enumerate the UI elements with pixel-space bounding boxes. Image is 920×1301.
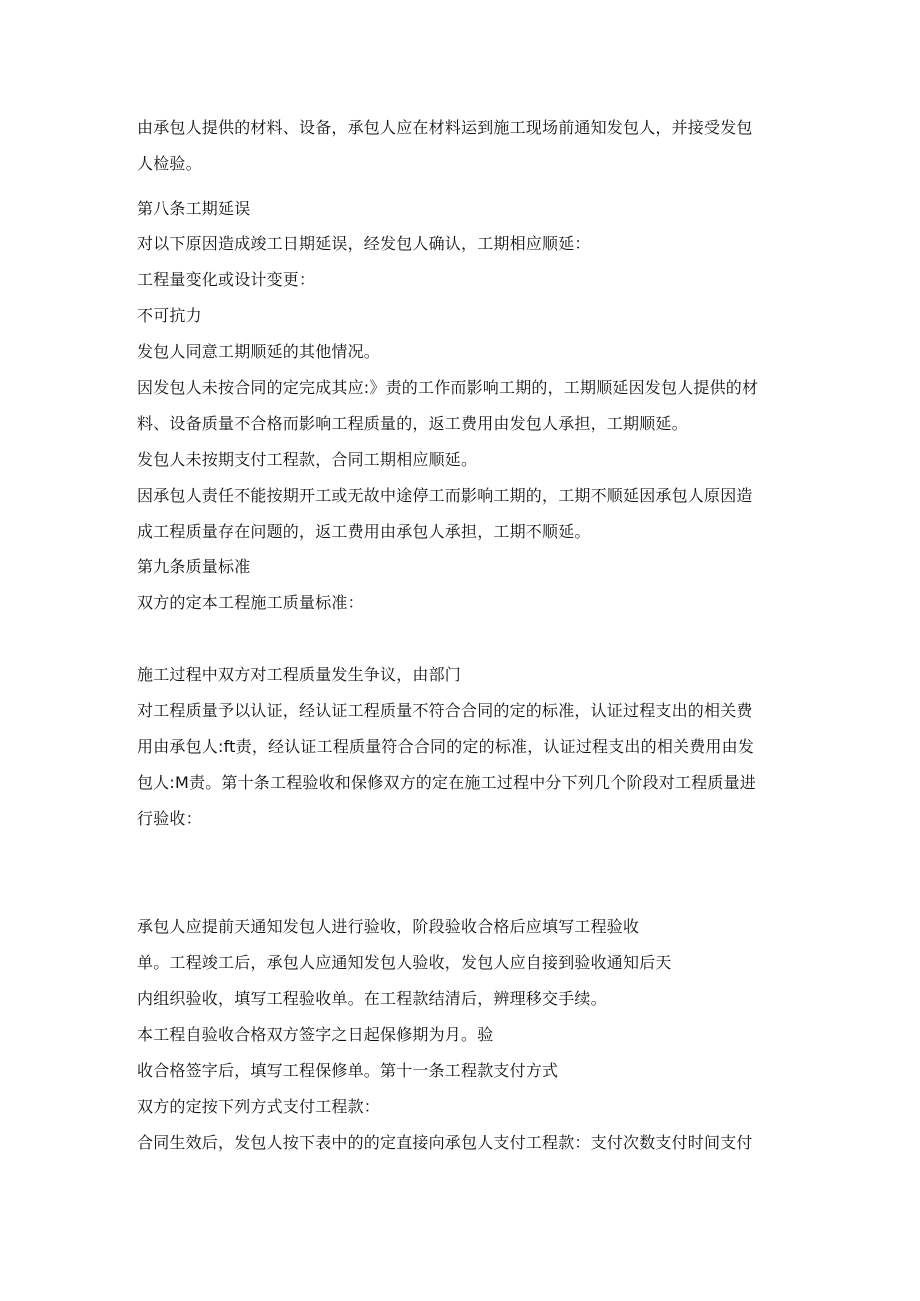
text-line: 工程量变化或设计变更： bbox=[137, 270, 316, 289]
section-heading: 第九条质量标准 bbox=[137, 557, 251, 576]
text-line: 料、设备质量不合格而影响工程质量的，返工费用由发包人承担，工期顺延。 bbox=[137, 414, 688, 433]
text-line: 对以下原因造成竣工日期延误，经发包人确认，工期相应顺延： bbox=[137, 234, 591, 253]
text-line: 本工程自验收合格双方签字之日起保修期为月。验 bbox=[137, 1025, 494, 1044]
text-line: 发包人未按期支付工程款，合同工期相应顺延。 bbox=[137, 450, 478, 469]
text-line: 成工程质量存在问题的，返工费用由承包人承担，工期不顺延。 bbox=[137, 522, 591, 541]
text-line: 不可抗力 bbox=[137, 306, 202, 325]
text-line: 双方的定按下列方式支付工程款： bbox=[137, 1097, 381, 1116]
text-line: 内组织验收，填写工程验收单。在工程款结清后，辨理移交手续。 bbox=[137, 989, 607, 1008]
text-line: 收合格签字后，填写工程保修单。第十一条工程款支付方式 bbox=[137, 1061, 559, 1080]
text-line: 用由承包人:ft责，经认证工程质量符合合同的定的标准，认证过程支出的相关费用由发 bbox=[137, 737, 755, 756]
text-line: 合同生效后，发包人按下表中的的定直接向承包人支付工程款：支付次数支付时间支付 bbox=[137, 1133, 753, 1152]
text-line: 包人:M责。第十条工程验收和保修双方的定在施工过程中分下列几个阶段对工程质量进 bbox=[137, 773, 756, 792]
text-line: 双方的定本工程施工质量标准： bbox=[137, 593, 364, 612]
text-line: 行验收： bbox=[137, 809, 202, 828]
text-line: 因发包人未按合同的定完成其应:》责的工作而影响工期的，工期顺延因发包人提供的材 bbox=[137, 378, 759, 397]
text-line: 人检验。 bbox=[137, 154, 202, 173]
text-line: 对工程质量予以认证，经认证工程质量不符合合同的定的标准，认证过程支出的相关费 bbox=[137, 701, 753, 720]
text-line: 单。工程竣工后，承包人应通知发包人验收，发包人应自接到验收通知后天 bbox=[137, 953, 672, 972]
text-line: 因承包人责任不能按期开工或无故中途停工而影响工期的，工期不顺延因承包人原因造 bbox=[137, 486, 753, 505]
text-line: 由承包人提供的材料、设备，承包人应在材料运到施工现场前通知发包人，并接受发包 bbox=[137, 118, 753, 137]
text-line: 承包人应提前天通知发包人进行验收，阶段验收合格后应填写工程验收 bbox=[137, 917, 640, 936]
section-heading: 第八条工期延误 bbox=[137, 199, 251, 218]
text-line: 施工过程中双方对工程质量发生争议，由部门 bbox=[137, 665, 462, 684]
text-line: 发包人同意工期顺延的其他情况。 bbox=[137, 342, 381, 361]
